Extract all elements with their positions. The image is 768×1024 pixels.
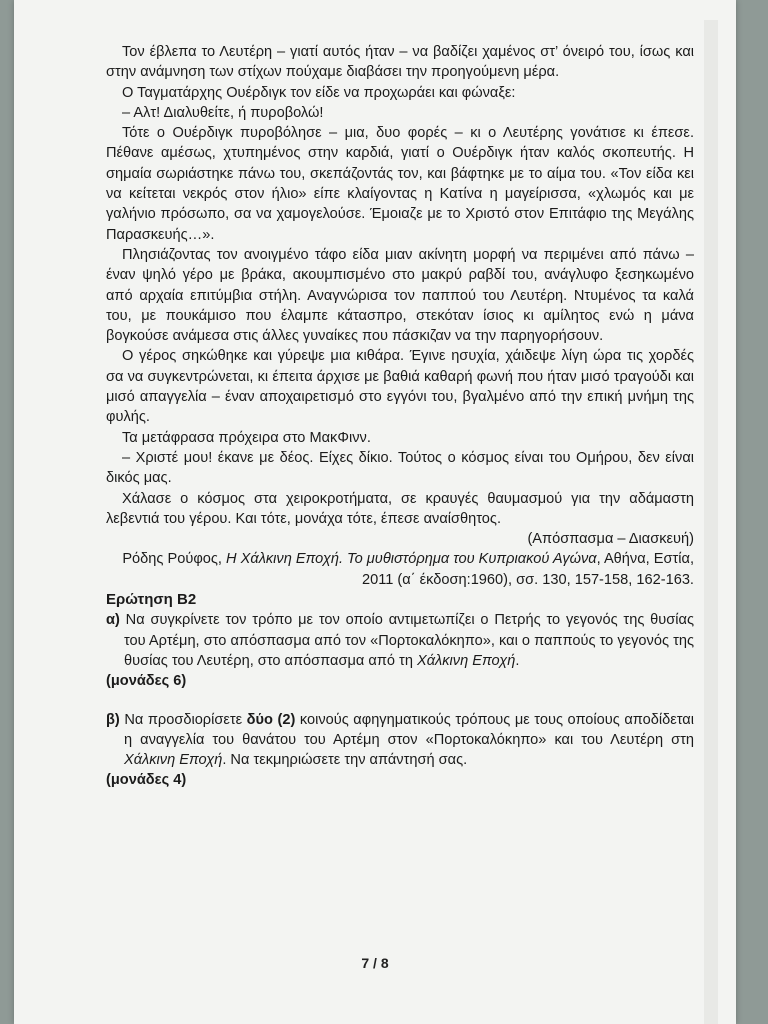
question-a [106,610,694,671]
question-a-end: . [515,652,520,669]
question-b-label: β) [106,711,120,728]
paragraph-9: Χάλασε ο κόσμος στα χειροκροτήματα, σε κραυγές θαυμασμού για την αδάμαστη λεβεντιά του γέρου. Και τότε, μονάχα τότε, έπεσε αναίσθητος. [106,490,694,527]
paragraph-1: Τον έβλεπα το Λευτέρη – γιατί αυτός ήταν – να βαδίζει χαμένος στ’ όνειρό του, ίσως και στην ανάμνηση των στίχων πούχαμε διαβάσει την προηγούμενη μέρα. [106,44,694,81]
page-number: 7 / 8 [361,955,389,971]
paragraph-7: Τα μετάφρασα πρόχειρα στο ΜακΦινν. [122,429,371,446]
question-a-text: Να συγκρίνετε τον τρόπο με τον οποίο αντιμετωπίζει ο Πετρής το γεγονός της θυσίας του Αρτέμη, στο απόσπασμα από τον «Πορτοκαλόκηπο», και ο παππούς το γεγονός της θυσίας του Λευτέρη, στο απόσπασμα από τη [119,612,694,669]
question-a-label: α) [106,612,120,629]
paragraph-3: – Αλτ! Διαλυθείτε, ή πυροβολώ! [122,104,324,121]
question-b-italic: Χάλκινη Εποχή [124,752,223,769]
source-citation [106,549,694,590]
document-page [14,0,736,1024]
question-b-end: . Να τεκμηριώσετε την απάντησή σας. [222,752,468,769]
source-note: (Απόσπασμα – Διασκευή) [527,531,694,548]
question-a-marks: (μονάδες 6) [106,673,187,690]
source-details: , Αθήνα, Εστία, 2011 (α΄ έκδοση:1960), σσ. 130, 157-158, 162-163. [362,551,694,588]
paragraph-4: Τότε ο Ουέρδιγκ πυροβόλησε – μια, δυο φορές – κι ο Λευτέρης γονάτισε κι έπεσε. Πέθανε αμέσως, χτυπημένος στην καρδιά, γιατί ο Ουέρδιγκ ήταν καλός σκοπευτής. Η σημαία σωριάστηκε πάνω του, σκεπάζοντάς τον, και βάφτηκε με το αίμα του. «Τον είδα κει να κείτεται νεκρός στον ήλιο» είπε κλαίγοντας η Κατίνα η μαγείρισσα, «χλωμός και με γαλήνιο πρόσωπο, σα να χαμογελούσε. Έμοιαζε με το Χριστό στον Επιτάφιο της Μεγάλης Παρασκευής…». [106,125,694,243]
question-heading: Ερώτηση Β2 [106,591,197,609]
source-title: Η Χάλκινη Εποχή. Το μυθιστόρημα του Κυπριακού Αγώνα [226,551,597,568]
question-b [106,710,694,771]
question-a-italic: Χάλκινη Εποχή [417,652,516,669]
paragraph-8: – Χριστέ μου! έκανε με δέος. Είχες δίκιο. Τούτος ο κόσμος είναι του Ομήρου, δεν είναι δικός μας. [106,449,694,487]
question-b-marks: (μονάδες 4) [106,772,187,789]
page-edge [704,20,718,1024]
question-b-bold: δύο (2) [246,711,296,728]
question-b-text: Να προσδιορίσετε [119,711,247,728]
question-b-text-2: κοινούς αφηγηματικούς τρόπους με τους οποίους αποδίδεται η αναγγελία του θανάτου του Αρτέμη στον «Πορτοκαλόκηπο» και του Λευτέρη στη [124,711,694,748]
paragraph-6: Ο γέρος σηκώθηκε και γύρεψε μια κιθάρα. Έγινε ησυχία, χάιδεψε λίγη ώρα τις χορδές σα να συγκεντρώνεται, κι έπειτα άρχισε με βαθιά καθαρή φωνή που ήταν μισό τραγούδι και μισό απαγγελία – έναν αποχαιρετισμό στο εγγόνι του, βγαλμένο από την επική μνήμη της φυλής. [106,348,694,426]
source-author: Ρόδης Ρούφος, [122,551,227,568]
paragraph-5: Πλησιάζοντας τον ανοιγμένο τάφο είδα μιαν ακίνητη μορφή να περιμένει από πάνω – έναν ψηλό γέρο με βράκα, ακουμπισμένο στο μακρύ ραβδί του, ανάγλυφο ξεσηκωμένο από αρχαία επιτύμβια στήλη. Αναγνώρισα τον παππού του Λευτέρη. Ντυμένος τα καλά του, με πουκάμισο που έλαμπε κάτασπρο, στεκόταν ίσιος κι αμίλητος ενώ η μάνα βογκούσε ανάμεσα στις άλλες γυναίκες που πάσκιζαν να την παρηγορήσουν. [106,246,694,345]
page-content [106,42,694,791]
paragraph-2: Ο Ταγματάρχης Ουέρδιγκ τον είδε να προχωράει και φώναξε: [122,84,516,101]
